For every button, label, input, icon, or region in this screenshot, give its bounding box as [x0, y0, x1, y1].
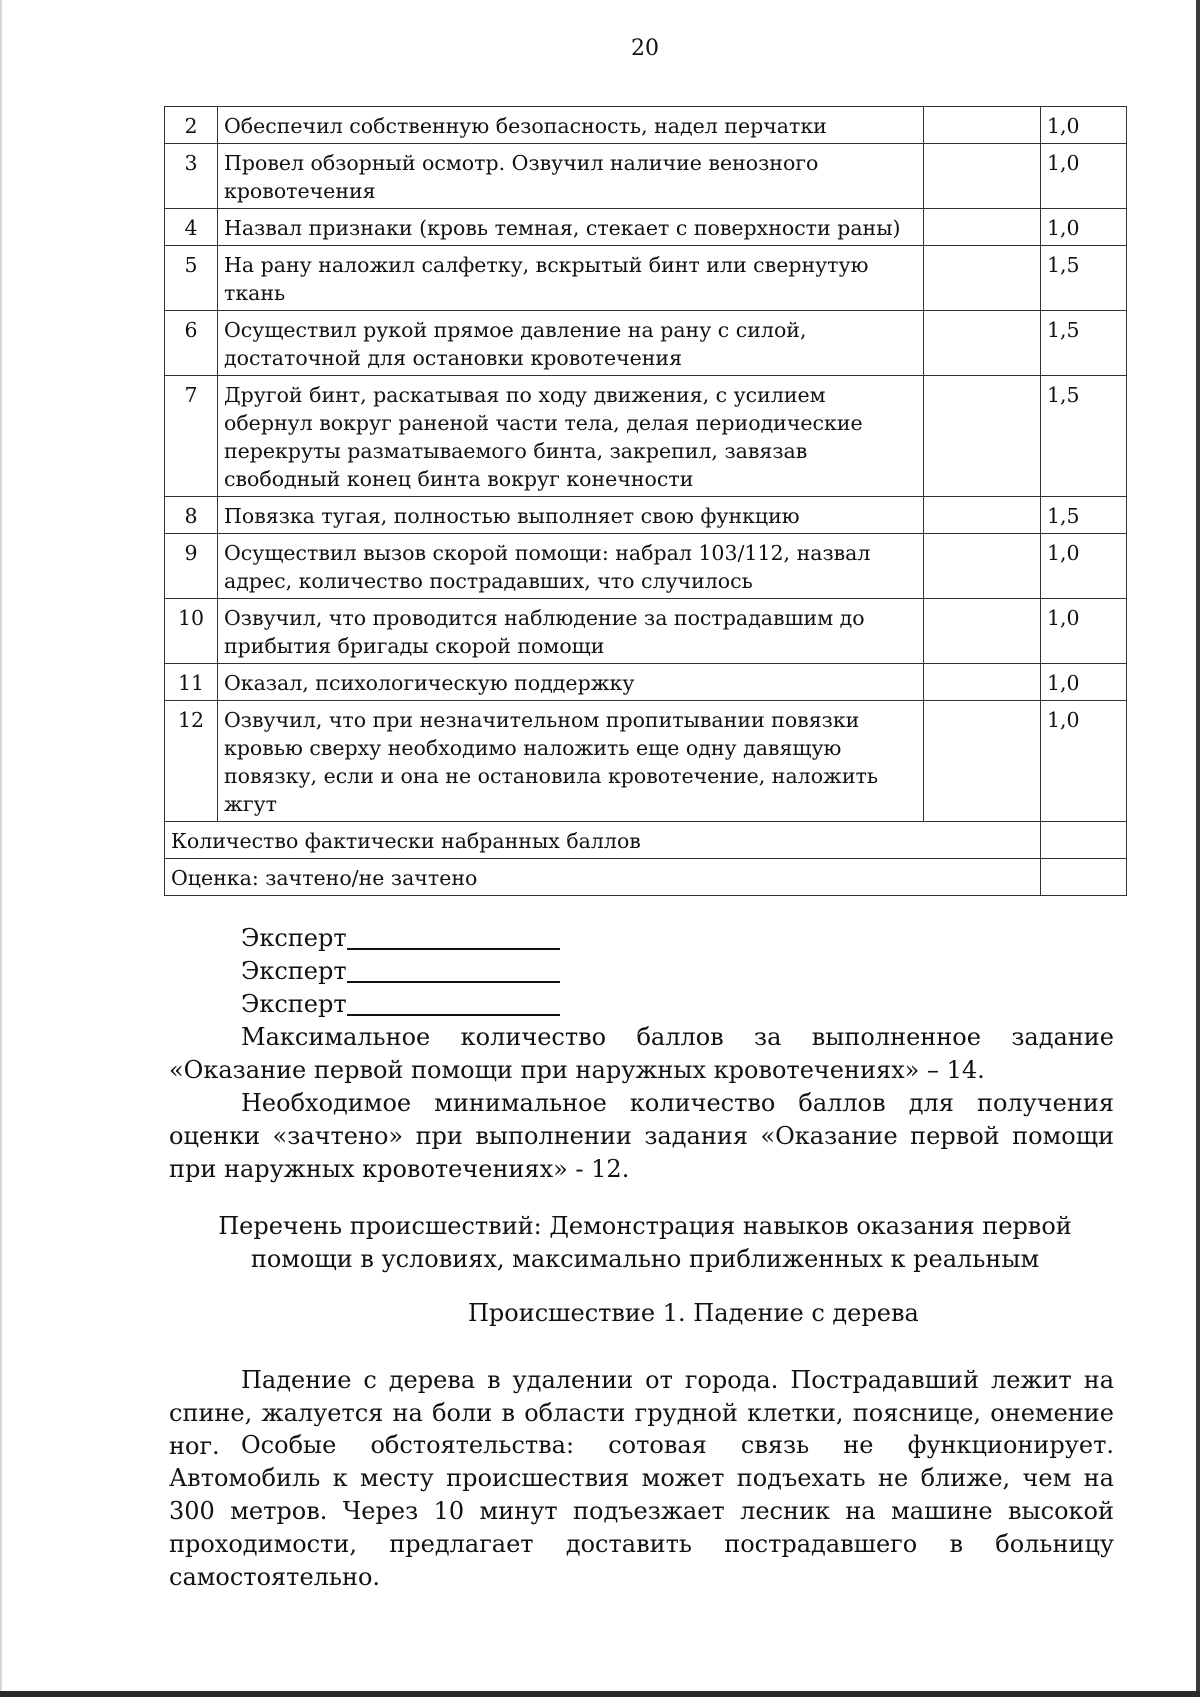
table-row [165, 144, 1127, 209]
row-number: 7 [165, 376, 218, 497]
row-score: 1,5 [1041, 246, 1127, 311]
row-number: 9 [165, 534, 218, 599]
table-row [165, 534, 1127, 599]
incident-description: Падение с дерева в удалении от города. Пострадавший лежит на спине, жалуется на боли в области грудной клетки, пояснице, онемение ног. [169, 1366, 1114, 1460]
row-criterion: Обеспечил собственную безопасность, надел перчатки [218, 107, 924, 144]
row-score: 1,0 [1041, 701, 1127, 822]
row-blank-cell [924, 376, 1041, 497]
table-row [165, 209, 1127, 246]
row-blank-cell [924, 701, 1041, 822]
row-number: 5 [165, 246, 218, 311]
expert-label: Эксперт [241, 957, 347, 985]
page-number: 20 [631, 36, 659, 61]
table-row [165, 599, 1127, 664]
row-score: 1,0 [1041, 209, 1127, 246]
row-score: 1,5 [1041, 311, 1127, 376]
incident-circumstances: Особые обстоятельства: сотовая связь не функционирует. Автомобиль к месту происшествия может подъехать не ближе, чем на 300 метров. Через 10 минут подъезжает лесник на машине высокой проходимости, предлагает доставить пострадавшего в больницу самостоятельно. [169, 1431, 1114, 1591]
row-number: 6 [165, 311, 218, 376]
table-row [165, 664, 1127, 701]
expert-signatures [241, 922, 560, 1021]
page-edge-bottom [0, 1691, 1200, 1697]
row-score: 1,0 [1041, 664, 1127, 701]
row-blank-cell [924, 599, 1041, 664]
expert-signature-line [241, 922, 560, 955]
expert-signature-line [241, 955, 560, 988]
row-number: 12 [165, 701, 218, 822]
row-criterion: Назвал признаки (кровь темная, стекает с поверхности раны) [218, 209, 924, 246]
row-number: 8 [165, 497, 218, 534]
page-edge-right [1196, 0, 1200, 1697]
row-number: 4 [165, 209, 218, 246]
row-criterion: Другой бинт, раскатывая по ходу движения, с усилием обернул вокруг раненой части тела, делая периодические перекруты разматываемого бинта, закрепил, завязав свободный конец бинта вокруг конечности [218, 376, 924, 497]
row-criterion: Озвучил, что проводится наблюдение за пострадавшим до прибытия бригады скорой помощи [218, 599, 924, 664]
row-blank-cell [924, 534, 1041, 599]
row-blank-cell [924, 311, 1041, 376]
grade-value [1041, 859, 1127, 896]
row-blank-cell [924, 664, 1041, 701]
row-score: 1,0 [1041, 107, 1127, 144]
row-blank-cell [924, 497, 1041, 534]
row-score: 1,0 [1041, 534, 1127, 599]
total-score-label: Количество фактически набранных баллов [165, 822, 1041, 859]
incident-title: Происшествие 1. Падение с дерева [468, 1299, 919, 1327]
row-criterion: На рану наложил салфетку, вскрытый бинт или свернутую ткань [218, 246, 924, 311]
row-blank-cell [924, 209, 1041, 246]
row-criterion: Осуществил вызов скорой помощи: набрал 103/112, назвал адрес, количество пострадавших, что случилось [218, 534, 924, 599]
signature-blank [347, 981, 560, 983]
expert-label: Эксперт [241, 924, 347, 952]
row-number: 3 [165, 144, 218, 209]
criteria-table [164, 106, 1127, 896]
row-criterion: Оказал, психологическую поддержку [218, 664, 924, 701]
row-blank-cell [924, 246, 1041, 311]
grade-label: Оценка: зачтено/не зачтено [165, 859, 1041, 896]
incidents-heading: Перечень происшествий: Демонстрация навыков оказания первой помощи в условиях, максимально приближенных к реальным [218, 1212, 1072, 1273]
table-row [165, 701, 1127, 822]
row-criterion: Провел обзорный осмотр. Озвучил наличие венозного кровотечения [218, 144, 924, 209]
row-criterion: Повязка тугая, полностью выполняет свою функцию [218, 497, 924, 534]
table-row [165, 107, 1127, 144]
row-blank-cell [924, 144, 1041, 209]
row-criterion: Осуществил рукой прямое давление на рану с силой, достаточной для остановки кровотечения [218, 311, 924, 376]
table-row [165, 311, 1127, 376]
table-row [165, 376, 1127, 497]
expert-label: Эксперт [241, 990, 347, 1018]
min-score-paragraph: Необходимое минимальное количество баллов для получения оценки «зачтено» при выполнении задания «Оказание первой помощи при наружных кровотечениях» - 12. [169, 1089, 1114, 1183]
row-criterion: Озвучил, что при незначительном пропитывании повязки кровью сверху необходимо наложить еще одну давящую повязку, если и она не остановила кровотечение, наложить жгут [218, 701, 924, 822]
row-score: 1,0 [1041, 599, 1127, 664]
page-edge-left [0, 0, 2, 1697]
grade-row [165, 859, 1127, 896]
max-score-paragraph: Максимальное количество баллов за выполненное задание «Оказание первой помощи при наружных кровотечениях» – 14. [169, 1023, 1114, 1084]
row-number: 11 [165, 664, 218, 701]
expert-signature-line [241, 988, 560, 1021]
total-score-row [165, 822, 1127, 859]
row-number: 10 [165, 599, 218, 664]
row-blank-cell [924, 107, 1041, 144]
total-score-value [1041, 822, 1127, 859]
signature-blank [347, 948, 560, 950]
row-score: 1,5 [1041, 376, 1127, 497]
table-row [165, 246, 1127, 311]
table-row [165, 497, 1127, 534]
signature-blank [347, 1014, 560, 1016]
row-score: 1,0 [1041, 144, 1127, 209]
row-number: 2 [165, 107, 218, 144]
row-score: 1,5 [1041, 497, 1127, 534]
